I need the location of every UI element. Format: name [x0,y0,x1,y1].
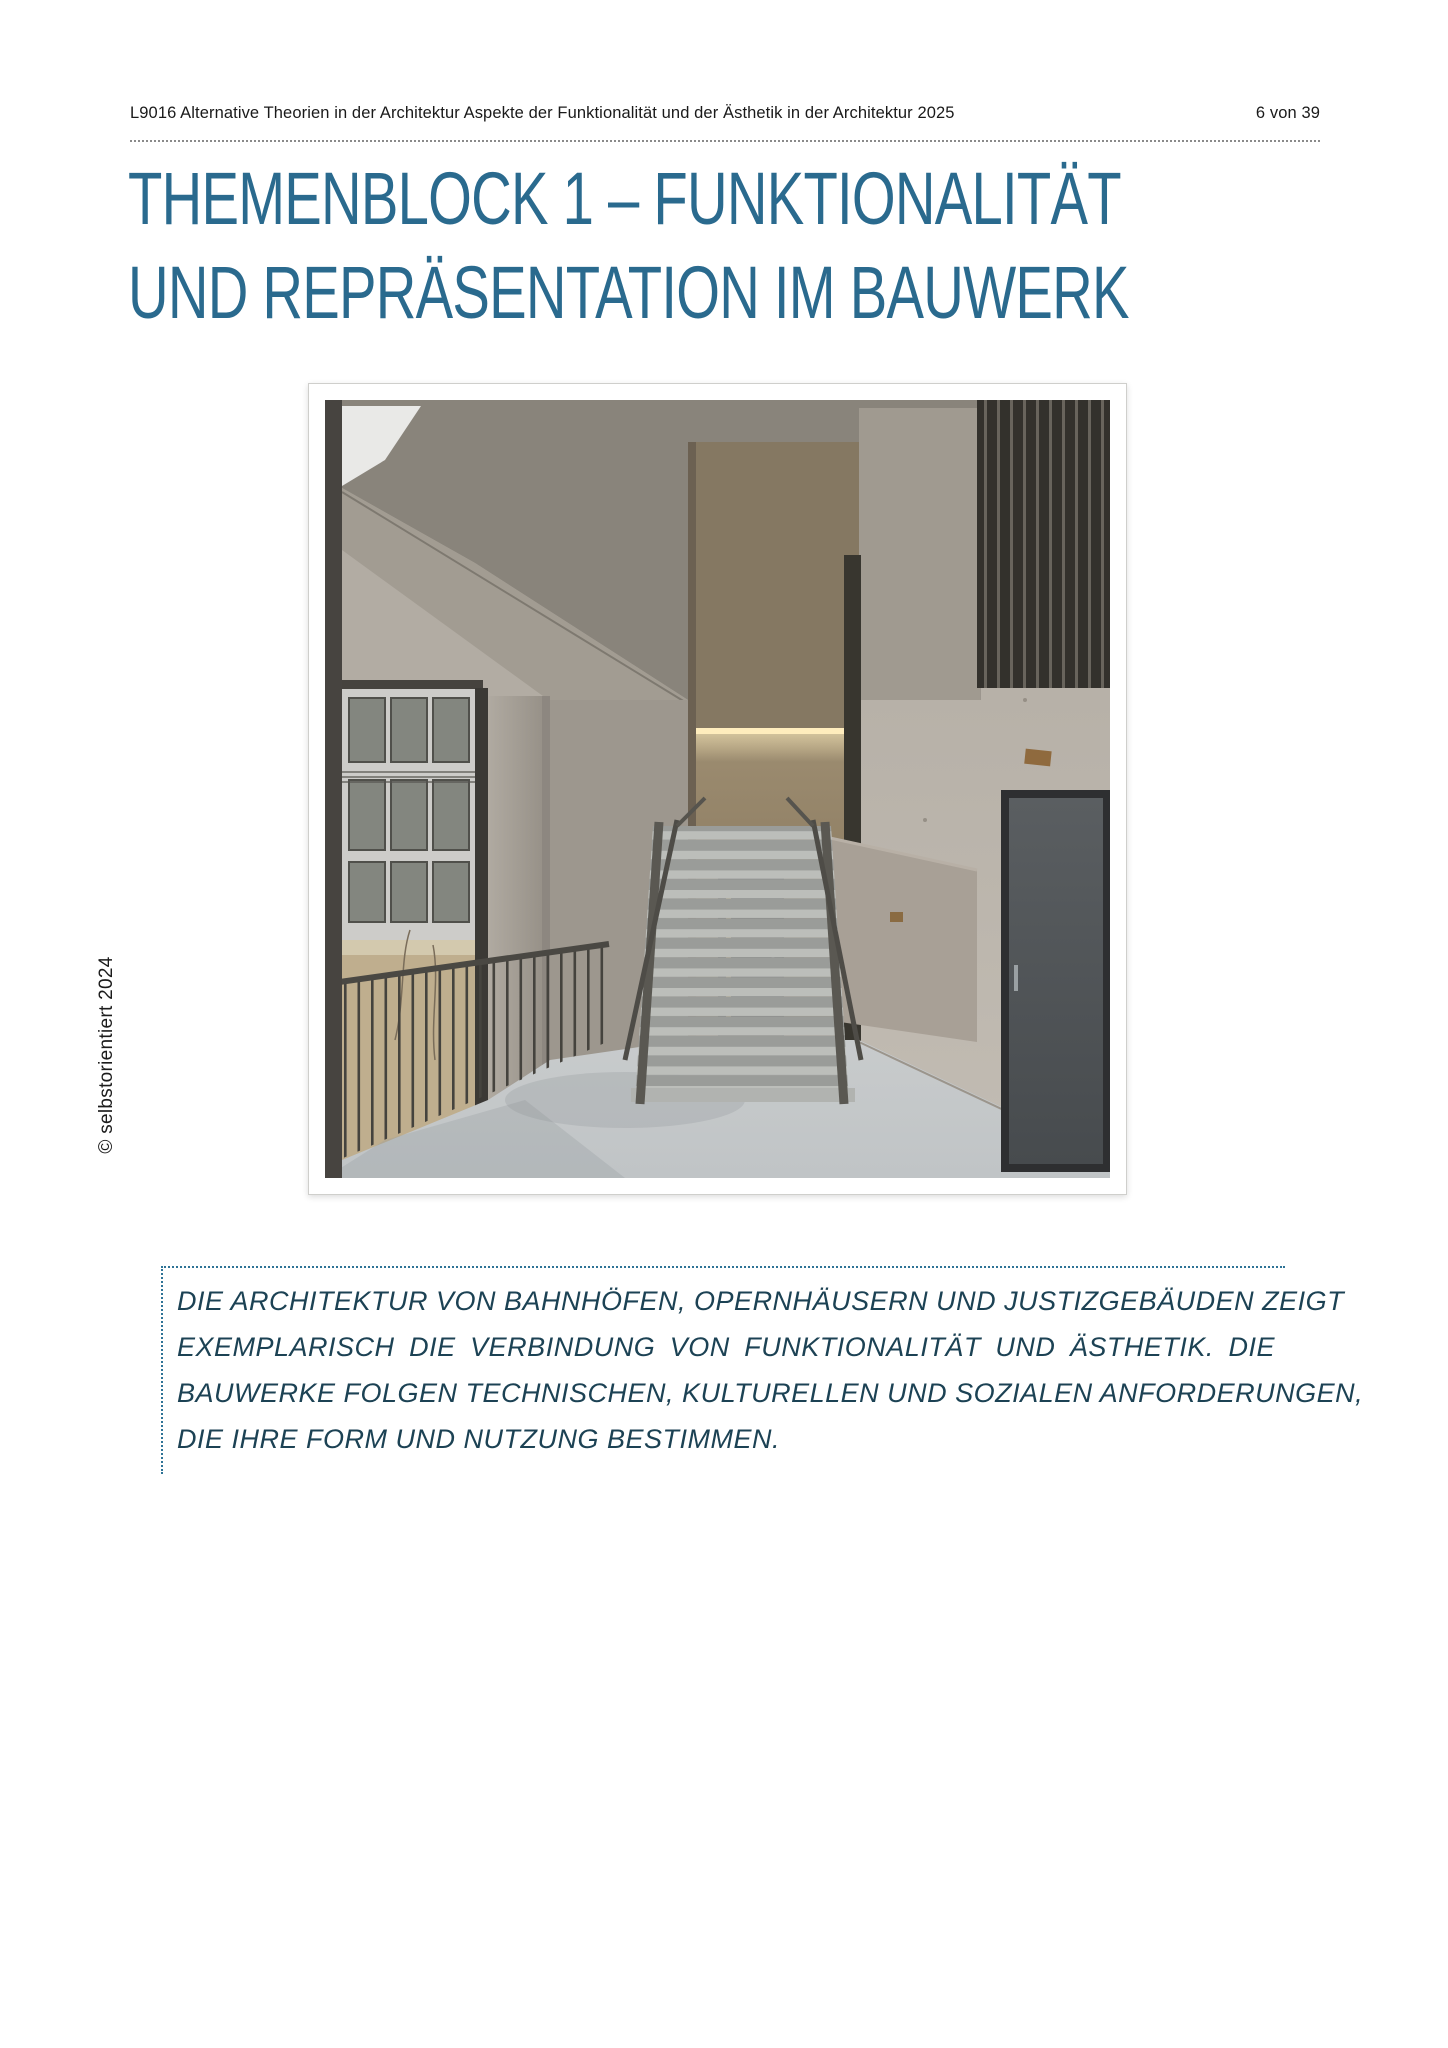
intro-quote-box [161,1266,1364,1474]
quote-line: DIE ARCHITEKTUR VON BAHNHÖFEN, OPERNHÄUSERN UND JUSTIZGEBÄUDEN ZEIGT [177,1286,1345,1316]
quote-line: BAUWERKE FOLGEN TECHNISCHEN, KULTURELLEN UND SOZIALEN ANFORDERUNGEN, [177,1378,1364,1408]
louver-screen [977,400,1110,688]
title-line-2: UND REPRÄSENTATION IM BAUWERK [128,251,1129,334]
page-header [130,104,1320,123]
title-line-1: THEMENBLOCK 1 – FUNKTIONALITÄT [128,157,1121,240]
course-label: L9016 Alternative Theorien in der Architektur Aspekte der Funktionalität und der Ästhetik in der Architektur 2025 [130,104,955,122]
page-title [128,152,1445,340]
metal-door [1001,749,1110,1172]
page-indicator: 6 von 39 [1255,104,1320,122]
quote-line: DIE IHRE FORM UND NUTZUNG BESTIMMEN. [177,1424,780,1454]
copyright-note: © selbstorientiert 2024 [96,956,117,1154]
photo-frame [308,383,1127,1195]
staircase [625,798,861,1104]
quote-line: EXEMPLARISCH DIE VERBINDUNG VON FUNKTIONALITÄT UND ÄSTHETIK. DIE [177,1332,1275,1362]
header-divider [130,140,1320,142]
architecture-photo [325,400,1110,1178]
